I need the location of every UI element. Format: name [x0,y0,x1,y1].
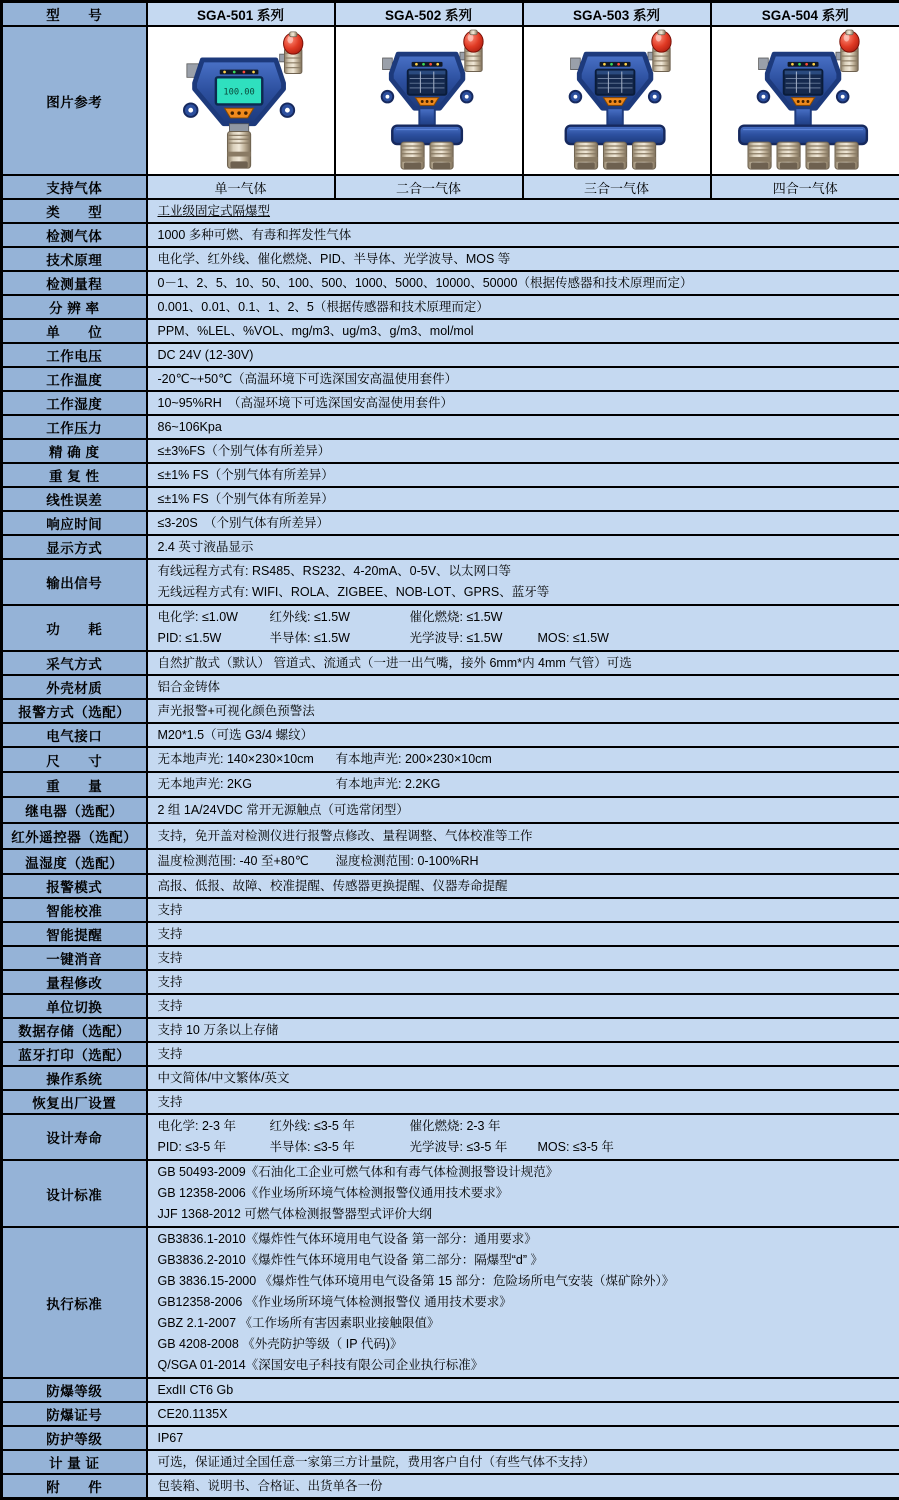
spec-row [2,559,899,605]
spec-row-value [147,1114,899,1160]
spec-value-line: GB 50493-2009《石油化工企业可燃气体和有毒气体检测报警设计规范》 [158,1162,896,1183]
gas-detector-illustration [530,29,704,174]
spec-row [2,1474,899,1499]
spec-row-label: 类 型 [2,199,147,223]
spec-row-label: 红外遥控器（选配） [2,823,147,849]
spec-row [2,1042,899,1066]
spec-value-line [158,607,896,628]
spec-row [2,723,899,747]
spec-value-segment: 红外线: ≤3-5 年 [270,1116,410,1137]
spec-row-label: 报警模式 [2,874,147,898]
spec-value-segment: 温度检测范围: -40 至+80℃ [158,851,336,872]
spec-value-segment: MOS: ≤1.5W [538,628,609,649]
spec-row-label: 恢复出厂设置 [2,1090,147,1114]
spec-row [2,223,899,247]
spec-row-label: 线性误差 [2,487,147,511]
spec-row-value: IP67 [147,1426,899,1450]
spec-row-value: 2 组 1A/24VDC 常开无源触点（可选常闭型） [147,797,899,823]
spec-row-value: 包装箱、说明书、合格证、出货单各一份 [147,1474,899,1499]
spec-row-value: 0.001、0.01、0.1、1、2、5（根据传感器和技术原理而定） [147,295,899,319]
spec-row-value: CE20.1135X [147,1402,899,1426]
spec-row [2,463,899,487]
spec-row-value: 中文简体/中文繁体/英文 [147,1066,899,1090]
spec-row-label: 技术原理 [2,247,147,271]
spec-row [2,675,899,699]
spec-row-label: 防爆等级 [2,1378,147,1402]
spec-row [2,772,899,797]
spec-value-segment: 有本地声光: 2.2KG [336,774,441,795]
spec-row-label: 附 件 [2,1474,147,1499]
spec-row-value [147,849,899,874]
spec-row-label: 尺 寸 [2,747,147,772]
spec-row-label: 检测量程 [2,271,147,295]
model-header-row [2,2,899,27]
spec-value-line: GB3836.1-2010《爆炸性气体环境用电气设备 第一部分：通用要求》 [158,1229,896,1250]
spec-row-value: 支持 [147,970,899,994]
spec-row-label: 计 量 证 [2,1450,147,1474]
spec-row-value: 支持 [147,1042,899,1066]
spec-row-value: 声光报警+可视化颜色预警法 [147,699,899,723]
spec-value-segment: 催化燃烧: ≤1.5W [410,607,538,628]
spec-value-line [158,851,896,872]
spec-row-label: 功 耗 [2,605,147,651]
spec-value-segment: 光学波导: ≤1.5W [410,628,538,649]
spec-row [2,247,899,271]
spec-row-label: 单 位 [2,319,147,343]
product-image-sga-502 [335,26,523,175]
spec-value-line: GB 3836.15-2000 《爆炸性气体环境用电气设备第 15 部分：危险场所电气安装（煤矿除外）》 [158,1271,896,1292]
spec-row [2,1114,899,1160]
spec-row [2,391,899,415]
spec-row-value: PPM、%LEL、%VOL、mg/m3、ug/m3、g/m3、mol/mol [147,319,899,343]
spec-row-label: 检测气体 [2,223,147,247]
spec-row-label: 工作电压 [2,343,147,367]
spec-row-label: 温湿度（选配） [2,849,147,874]
spec-value-segment: 半导体: ≤3-5 年 [270,1137,410,1158]
spec-row-label: 采气方式 [2,651,147,675]
spec-row-label: 防护等级 [2,1426,147,1450]
spec-value-line [158,1137,896,1158]
spec-row-value: ≤±3%FS（个别气体有所差异） [147,439,899,463]
spec-row-value: ≤±1% FS（个别气体有所差异） [147,487,899,511]
spec-value-segment: PID: ≤3-5 年 [158,1137,270,1158]
gas-count-dual: 二合一气体 [335,175,523,199]
spec-row [2,849,899,874]
spec-row-label: 继电器（选配） [2,797,147,823]
spec-value-segment: 红外线: ≤1.5W [270,607,410,628]
spec-row-label: 蓝牙打印（选配） [2,1042,147,1066]
spec-row-value: 2.4 英寸液晶显示 [147,535,899,559]
spec-row [2,1090,899,1114]
spec-row [2,1378,899,1402]
spec-row [2,1402,899,1426]
product-image-sga-503 [523,26,711,175]
spec-row-value: 铝合金铸体 [147,675,899,699]
spec-row-value: 支持 [147,946,899,970]
svg-text:100.00: 100.00 [223,88,254,98]
spec-row [2,1227,899,1378]
spec-row-label: 设计标准 [2,1160,147,1227]
gas-count-quad: 四合一气体 [711,175,899,199]
spec-value-line [158,628,896,649]
spec-value-line: GB 12358-2006《作业场所环境气体检测报警仪通用技术要求》 [158,1183,896,1204]
spec-value-line [158,1116,896,1137]
spec-row-label: 设计寿命 [2,1114,147,1160]
spec-row-label: 输出信号 [2,559,147,605]
product-image-sga-501 [147,26,335,175]
spec-row [2,970,899,994]
spec-row [2,271,899,295]
model-header-label: 型 号 [2,2,147,27]
spec-row-label: 重 量 [2,772,147,797]
spec-row [2,511,899,535]
spec-row [2,487,899,511]
spec-row-value: M20*1.5（可选 G3/4 螺纹） [147,723,899,747]
spec-row-value: 支持，免开盖对检测仪进行报警点修改、量程调整、气体校准等工作 [147,823,899,849]
spec-value-line: JJF 1368-2012 可燃气体检测报警器型式评价大纲 [158,1204,896,1225]
spec-value-line: GBZ 2.1-2007 《工作场所有害因素职业接触限值》 [158,1313,896,1334]
spec-row [2,922,899,946]
spec-row-label: 智能校准 [2,898,147,922]
spec-row-value: 支持 [147,1090,899,1114]
spec-row [2,415,899,439]
spec-row-label: 显示方式 [2,535,147,559]
model-name-sga-501: SGA-501 系列 [147,2,335,27]
spec-row-label: 工作温度 [2,367,147,391]
spec-row [2,699,899,723]
gas-count-single: 单一气体 [147,175,335,199]
spec-value-segment: 电化学: ≤1.0W [158,607,270,628]
spec-row-value: 可选，保证通过全国任意一家第三方计量院，费用客户自付（有些气体不支持） [147,1450,899,1474]
spec-value-segment: 无本地声光: 140×230×10cm [158,749,336,770]
spec-row-value: 0－1、2、5、10、50、100、500、1000、5000、10000、50000（根据传感器和技术原理而定） [147,271,899,295]
spec-row [2,367,899,391]
spec-row [2,535,899,559]
spec-row [2,651,899,675]
spec-row-label: 防爆证号 [2,1402,147,1426]
spec-value-segment: 无本地声光: 2KG [158,774,336,795]
spec-row-value: 支持 [147,898,899,922]
spec-row-label: 智能提醒 [2,922,147,946]
spec-value-line: GB 4208-2008 《外壳防护等级（ IP 代码)》 [158,1334,896,1355]
spec-row-label: 执行标准 [2,1227,147,1378]
model-name-sga-504: SGA-504 系列 [711,2,899,27]
spec-row-label: 精 确 度 [2,439,147,463]
spec-row-value: 支持 10 万条以上存储 [147,1018,899,1042]
model-name-sga-503: SGA-503 系列 [523,2,711,27]
spec-row-value: 支持 [147,994,899,1018]
spec-value-segment: 半导体: ≤1.5W [270,628,410,649]
spec-row-label: 重 复 性 [2,463,147,487]
spec-value-segment: 催化燃烧: 2-3 年 [410,1116,538,1137]
spec-row-label: 分 辨 率 [2,295,147,319]
spec-row-value [147,747,899,772]
spec-value-line [158,774,896,795]
spec-row-value: 10~95%RH （高湿环境下可选深国安高湿使用套件） [147,391,899,415]
spec-row-label: 数据存储（选配） [2,1018,147,1042]
spec-row-value [147,605,899,651]
spec-row-value: 1000 多种可燃、有毒和挥发性气体 [147,223,899,247]
spec-row [2,343,899,367]
spec-row-value [147,1227,899,1378]
spec-row [2,946,899,970]
spec-row-value: 高报、低报、故障、校准提醒、传感器更换提醒、仪器寿命提醒 [147,874,899,898]
spec-row-value: ≤±1% FS（个别气体有所差异） [147,463,899,487]
spec-row-value: ≤3-20S （个别气体有所差异） [147,511,899,535]
product-image-row [2,26,899,175]
spec-row-label: 操作系统 [2,1066,147,1090]
image-row-label: 图片参考 [2,26,147,175]
spec-row-value: ExdII CT6 Gb [147,1378,899,1402]
spec-row [2,823,899,849]
spec-row [2,605,899,651]
spec-row [2,1018,899,1042]
spec-row-value: 支持 [147,922,899,946]
spec-row [2,1160,899,1227]
spec-value-line: GB3836.2-2010《爆炸性气体环境用电气设备 第二部分：隔爆型“d” 》 [158,1250,896,1271]
spec-row-value: 86~106Kpa [147,415,899,439]
spec-row-value: 电化学、红外线、催化燃烧、PID、半导体、光学波导、MOS 等 [147,247,899,271]
spec-row-label: 量程修改 [2,970,147,994]
spec-value-line [158,749,896,770]
spec-row-label: 工作压力 [2,415,147,439]
spec-row [2,1066,899,1090]
spec-row-value: 工业级固定式隔爆型 [147,199,899,223]
supported-gas-row [2,175,899,199]
spec-value-segment: MOS: ≤3-5 年 [538,1137,614,1158]
spec-row [2,319,899,343]
spec-row-label: 工作湿度 [2,391,147,415]
spec-value-segment: 电化学: 2-3 年 [158,1116,270,1137]
spec-row [2,797,899,823]
spec-value-line: 无线远程方式有: WIFI、ROLA、ZIGBEE、NOB-LOT、GPRS、蓝牙等 [158,582,896,603]
spec-row-value: 自然扩散式（默认） 管道式、流通式（一进一出气嘴，接外 6mm*内 4mm 气管）可选 [147,651,899,675]
spec-row-value [147,559,899,605]
gas-detector-illustration [342,29,516,174]
spec-row-label: 一键消音 [2,946,147,970]
spec-row-value: DC 24V (12-30V) [147,343,899,367]
spec-row-value: -20℃~+50℃（高温环境下可选深国安高温使用套件） [147,367,899,391]
spec-value-segment: 有本地声光: 200×230×10cm [336,749,492,770]
gas-detector-illustration [154,29,328,174]
gas-count-triple: 三合一气体 [523,175,711,199]
spec-value-line: GB12358-2006 《作业场所环境气体检测报警仪 通用技术要求》 [158,1292,896,1313]
spec-value-segment: PID: ≤1.5W [158,628,270,649]
spec-row [2,295,899,319]
spec-value-line: 有线远程方式有: RS485、RS232、4-20mA、0-5V、以太网口等 [158,561,896,582]
spec-row-label: 单位切换 [2,994,147,1018]
spec-row-label: 响应时间 [2,511,147,535]
spec-row [2,898,899,922]
spec-row-label: 电气接口 [2,723,147,747]
model-name-sga-502: SGA-502 系列 [335,2,523,27]
spec-row [2,199,899,223]
spec-row-value [147,1160,899,1227]
spec-value-line: Q/SGA 01-2014《深国安电子科技有限公司企业执行标准》 [158,1355,896,1376]
spec-row [2,747,899,772]
spec-row [2,1426,899,1450]
spec-row-label: 报警方式（选配） [2,699,147,723]
product-image-sga-504 [711,26,899,175]
spec-row [2,994,899,1018]
spec-row [2,874,899,898]
spec-row-label: 外壳材质 [2,675,147,699]
spec-row-value [147,772,899,797]
spec-row [2,439,899,463]
gas-detector-illustration [718,29,892,174]
gas-row-label: 支持气体 [2,175,147,199]
spec-row [2,1450,899,1474]
spec-value-segment: 湿度检测范围: 0-100%RH [336,851,479,872]
spec-value-segment: 光学波导: ≤3-5 年 [410,1137,538,1158]
